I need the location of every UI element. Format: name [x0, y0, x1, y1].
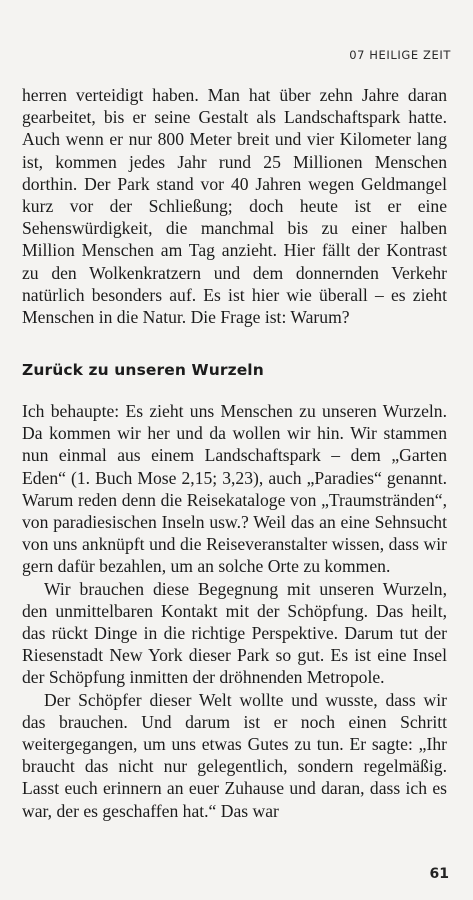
paragraph: Der Schöpfer dieser Welt wollte und wusste, dass wir das brauchen. Und darum ist er noch einen Schritt weitergegangen, um uns etwas Gutes zu tun. Er sagte: „Ihr braucht das nicht nur gelegentlich, sondern regelmäßig. Lasst euch erinnern an euer Zuhause und daran, dass ich es war, der es geschaffen hat.“ Das war — [22, 689, 447, 821]
paragraph: herren verteidigt haben. Man hat über zehn Jahre daran gearbeitet, bis er seine Gestalt als Landschaftspark hatte. Auch wenn er nur 800 Meter breit und vier Kilometer lang ist, kommen jedes Jahr rund 25 Millionen Menschen dorthin. Der Park stand vor 40 Jahren wegen Geldmangel kurz vor der Schließung; doch heute ist er eine Sehenswürdigkeit, die manchmal bis zu einer halben Million Menschen am Tag anzieht. Hier fällt der Kontrast zu den Wolkenkratzern und dem donnernden Verkehr natürlich besonders auf. Es ist hier wie überall – es zieht Menschen in die Natur. Die Frage ist: Warum? — [22, 85, 447, 328]
page-number: 61 — [429, 866, 449, 882]
body-text-bottom — [22, 400, 447, 822]
section-heading: Zurück zu unseren Wurzeln — [22, 361, 264, 379]
running-head: 07 HEILIGE ZEIT — [349, 48, 451, 62]
paragraph: Wir brauchen diese Begegnung mit unseren Wurzeln, den unmittelbaren Kontakt mit der Schöpfung. Das heilt, das rückt Dinge in die richtige Perspektive. Darum tut der Riesenstadt New York dieser Park so gut. Es ist eine Insel der Schöpfung inmitten der dröhnenden Metropole. — [22, 578, 447, 688]
paragraph: Ich behaupte: Es zieht uns Menschen zu unseren Wurzeln. Da kommen wir her und da wollen wir hin. Wir stammen nun einmal aus einem Landschaftspark – dem „Garten Eden“ (1. Buch Mose 2,15; 3,23), auch „Paradies“ genannt. Warum reden denn die Reisekataloge von „Traumstränden“, von paradiesischen Inseln usw.? Weil das an eine Sehnsucht von uns anknüpft und die Reiseveranstalter wissen, dass wir gern dafür bezahlen, um an solche Orte zu kommen. — [22, 401, 447, 577]
body-text-top — [22, 84, 447, 328]
